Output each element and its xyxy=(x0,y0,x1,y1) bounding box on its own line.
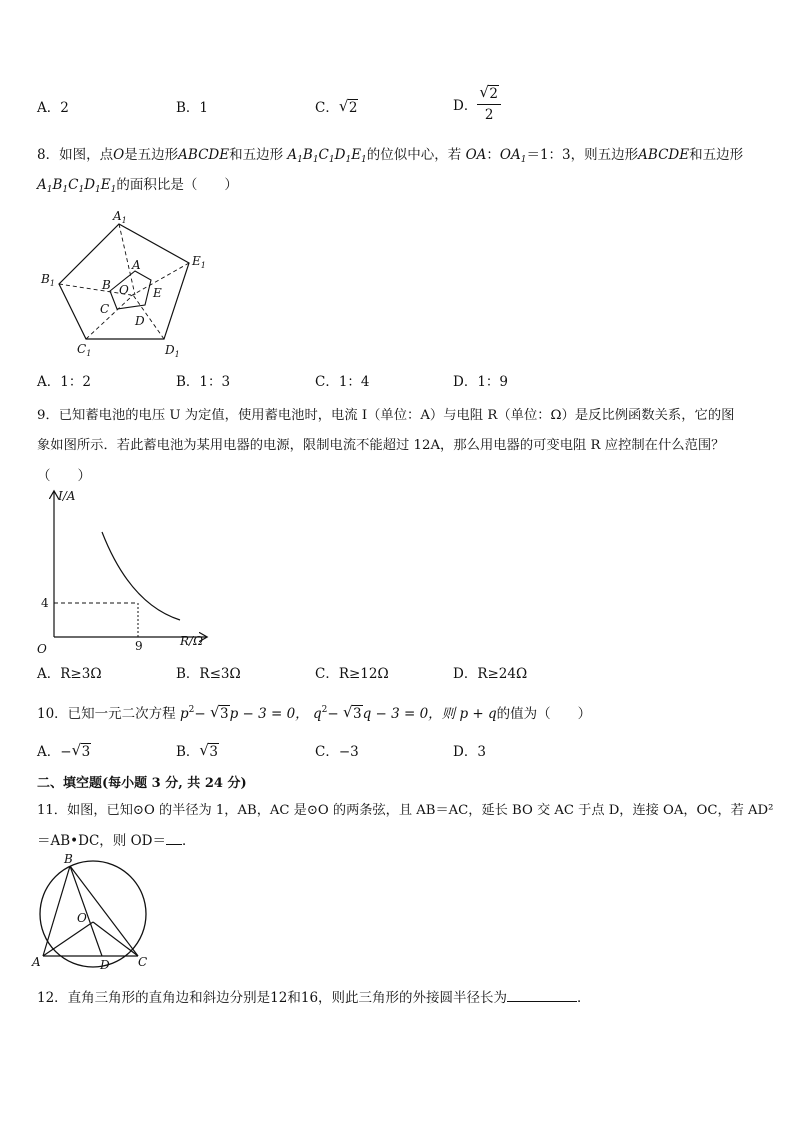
label-E: E xyxy=(153,286,162,300)
y-axis-label: I/A xyxy=(58,489,76,503)
q11-answer-blank[interactable] xyxy=(166,832,182,845)
label-D: D xyxy=(100,958,110,972)
q8-option-c: C．1：4 xyxy=(315,374,370,390)
q10-option-b: B． √ 3 xyxy=(176,741,219,760)
q10-stem: 10．已知一元二次方程 $p^2-$ √ 3p − 3 = 0， $q^2-$ √ 3q − 3 = 0，则 p + q的值为（ ） xyxy=(37,703,592,722)
q9-graph xyxy=(30,484,220,659)
inverse-curve xyxy=(102,532,180,620)
q12-answer-blank[interactable] xyxy=(507,989,577,1002)
label-A: A xyxy=(132,258,141,272)
label-B1: $B_1$ xyxy=(41,272,55,288)
x-tick-9: 9 xyxy=(135,639,143,653)
q9-option-d: D．R≥24Ω xyxy=(453,666,528,682)
q9-option-b: B．R≤3Ω xyxy=(176,666,241,682)
q8-option-a: A．1：2 xyxy=(37,374,91,390)
q7-option-c: C． √ 2 xyxy=(315,97,358,116)
section2-title: 二、填空题(每小题 3 分, 共 24 分) xyxy=(37,776,247,791)
q7-option-a: A．2 xyxy=(37,100,69,116)
label-O: O xyxy=(77,911,87,925)
label-E1: $E_1$ xyxy=(192,254,206,270)
label-B: B xyxy=(64,852,73,866)
origin-label: O xyxy=(37,642,47,656)
q7-option-d: D． √ 2 2 xyxy=(453,88,501,125)
chord-ab xyxy=(43,866,70,956)
q12-stem: 12．直角三角形的直角边和斜边分别是12和16，则此三角形的外接圆半径长为 ． xyxy=(37,990,591,1006)
outer-pentagon xyxy=(59,224,189,339)
label-D: D xyxy=(135,314,145,328)
q11-circle-figure xyxy=(30,852,160,972)
q7-option-b: B．1 xyxy=(176,100,209,116)
label-A: A xyxy=(32,955,41,969)
y-tick-4: 4 xyxy=(41,596,49,610)
q8-option-d: D．1：9 xyxy=(453,374,509,390)
q8-stem-line2: $A_1B_1C_1D_1E_1$的面积比是（ ） xyxy=(37,177,238,195)
q9-option-a: A．R≥3Ω xyxy=(37,666,102,682)
q9-option-c: C．R≥12Ω xyxy=(315,666,389,682)
label-B: B xyxy=(102,278,111,292)
q9-stem-line1: 9．已知蓄电池的电压 U 为定值，使用蓄电池时，电流 I（单位：A）与电阻 R（单位：Ω）是反比例函数关系，它的图 xyxy=(37,408,735,423)
label-D1: $D_1$ xyxy=(165,343,180,359)
label-C: C xyxy=(138,955,148,969)
q8-option-b: B．1：3 xyxy=(176,374,231,390)
q11-stem-line2: ＝AB•DC，则 OD＝ ． xyxy=(37,833,196,849)
label-A1: $A_1$ xyxy=(113,209,127,225)
label-C: C xyxy=(100,302,110,316)
q10-option-c: C．−3 xyxy=(315,744,359,760)
label-C1: $C_1$ xyxy=(77,342,92,358)
q11-stem-line1: 11．如图，已知⊙O 的半径为 1，AB，AC 是⊙O 的两条弦，且 AB＝AC，延长 BO 交 AC 于点 D，连接 OA，OC，若 AD² xyxy=(37,803,774,818)
q9-stem-line2: 象如图所示．若此蓄电池为某用电器的电源，限制电流不能超过 12A，那么用电器的可变电阻 R 应控制在什么范围？ xyxy=(37,438,725,453)
q10-option-d: D．3 xyxy=(453,744,486,760)
q10-option-a: A．− √ 3 xyxy=(37,741,91,760)
inner-pentagon xyxy=(110,271,151,309)
segment-oa xyxy=(43,922,93,956)
label-O: O xyxy=(119,283,129,297)
q8-pentagon-figure xyxy=(37,205,217,365)
x-axis-label: R/Ω xyxy=(180,634,204,648)
q9-stem-line3: （ ） xyxy=(37,468,91,484)
q8-stem-line1: 8．如图，点O是五边形ABCDE和五边形 $A_1B_1C_1D_1E_1$的位似中心，若 OA：$OA_1=1$：3，则五边形ABCDE和五边形 xyxy=(37,147,744,165)
